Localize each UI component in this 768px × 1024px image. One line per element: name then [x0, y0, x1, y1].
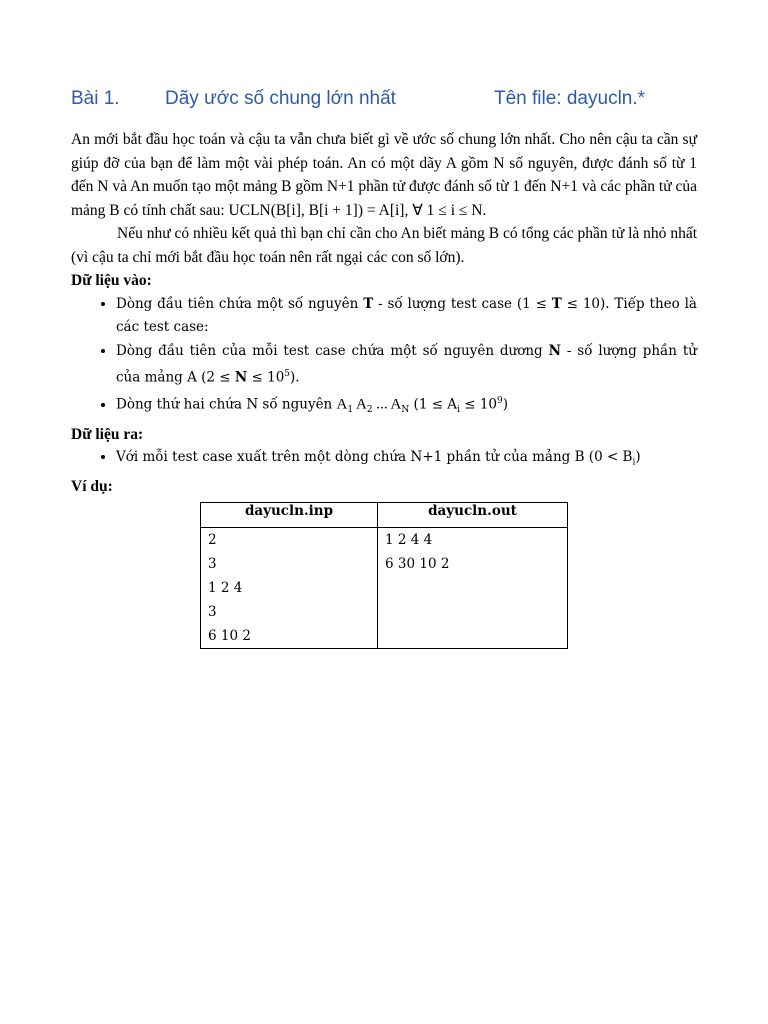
problem-file-name: Tên file: dayucln.* [494, 88, 646, 109]
input-list [71, 293, 697, 423]
table-header-row [201, 503, 568, 528]
input-line: 3 [208, 556, 217, 572]
problem-page [71, 88, 697, 499]
input-line: 1 2 4 [208, 580, 243, 596]
input-line: 2 [208, 532, 217, 548]
input-item-n: • Dòng đầu tiên của mỗi test case chứa một số nguyên dương N - số lượng phần tử của mảng A $(2 \le N \le 10^5)$. [116, 340, 697, 391]
output-list [71, 446, 697, 475]
problem-title [71, 88, 697, 114]
output-line: 6 30 10 2 [385, 556, 450, 572]
problem-number: Bài 1. [71, 88, 120, 109]
input-line: 3 [208, 604, 217, 620]
example-table [200, 502, 568, 649]
input-line: 6 10 2 [208, 628, 251, 644]
statement-paragraph-2: Nếu như có nhiều kết quả thì bạn chỉ cần cho An biết mảng B có tổng các phần tử là nhỏ nhất (vì cậu ta chỉ mới bắt đầu học toán nên rất ngại các con số lớn). [71, 225, 697, 266]
problem-name: Dãy ước số chung lớn nhất [165, 88, 396, 109]
output-heading: Dữ liệu ra: [71, 425, 144, 443]
table-row [201, 528, 568, 649]
statement-paragraph-1: An mới bắt đầu học toán và cậu ta vẫn chưa biết gì về ước số chung lớn nhất. Cho nên cậu ta cần sự giúp đỡ của bạn để làm một vài phép toán. An có một dãy A gồm N số nguyên, được đánh số từ 1 đến N và An muốn tạo một mảng B gồm N+1 phần tử được đánh số từ 1 đến N+1 và các phần tử của mảng B có tính chất sau: UCLN(B[i], B[i + 1]) = A[i], ∀ 1 ≤ i ≤ N. [71, 131, 697, 219]
example-heading: Ví dụ: [71, 478, 113, 496]
input-heading: Dữ liệu vào: [71, 272, 152, 289]
example-input-cell [201, 528, 378, 649]
output-line: 1 2 4 4 [385, 532, 433, 548]
column-header-output: dayucln.out [378, 503, 568, 528]
input-item-array: • Dòng thứ hai chứa N số nguyên $A_1$ $A_2$ ... $A_N$ $(1 \le A_i \le 10^9)$ [116, 390, 697, 423]
input-item-test-count: • Dòng đầu tiên chứa một số nguyên T - số lượng test case (1 ≤ T ≤ 10). Tiếp theo là các test case: [116, 293, 697, 340]
example-output-cell [378, 528, 568, 649]
output-item: • Với mỗi test case xuất trên một dòng chứa N+1 phần tử của mảng B $(0 < B_i)$ [116, 446, 697, 475]
column-header-input: dayucln.inp [201, 503, 378, 528]
